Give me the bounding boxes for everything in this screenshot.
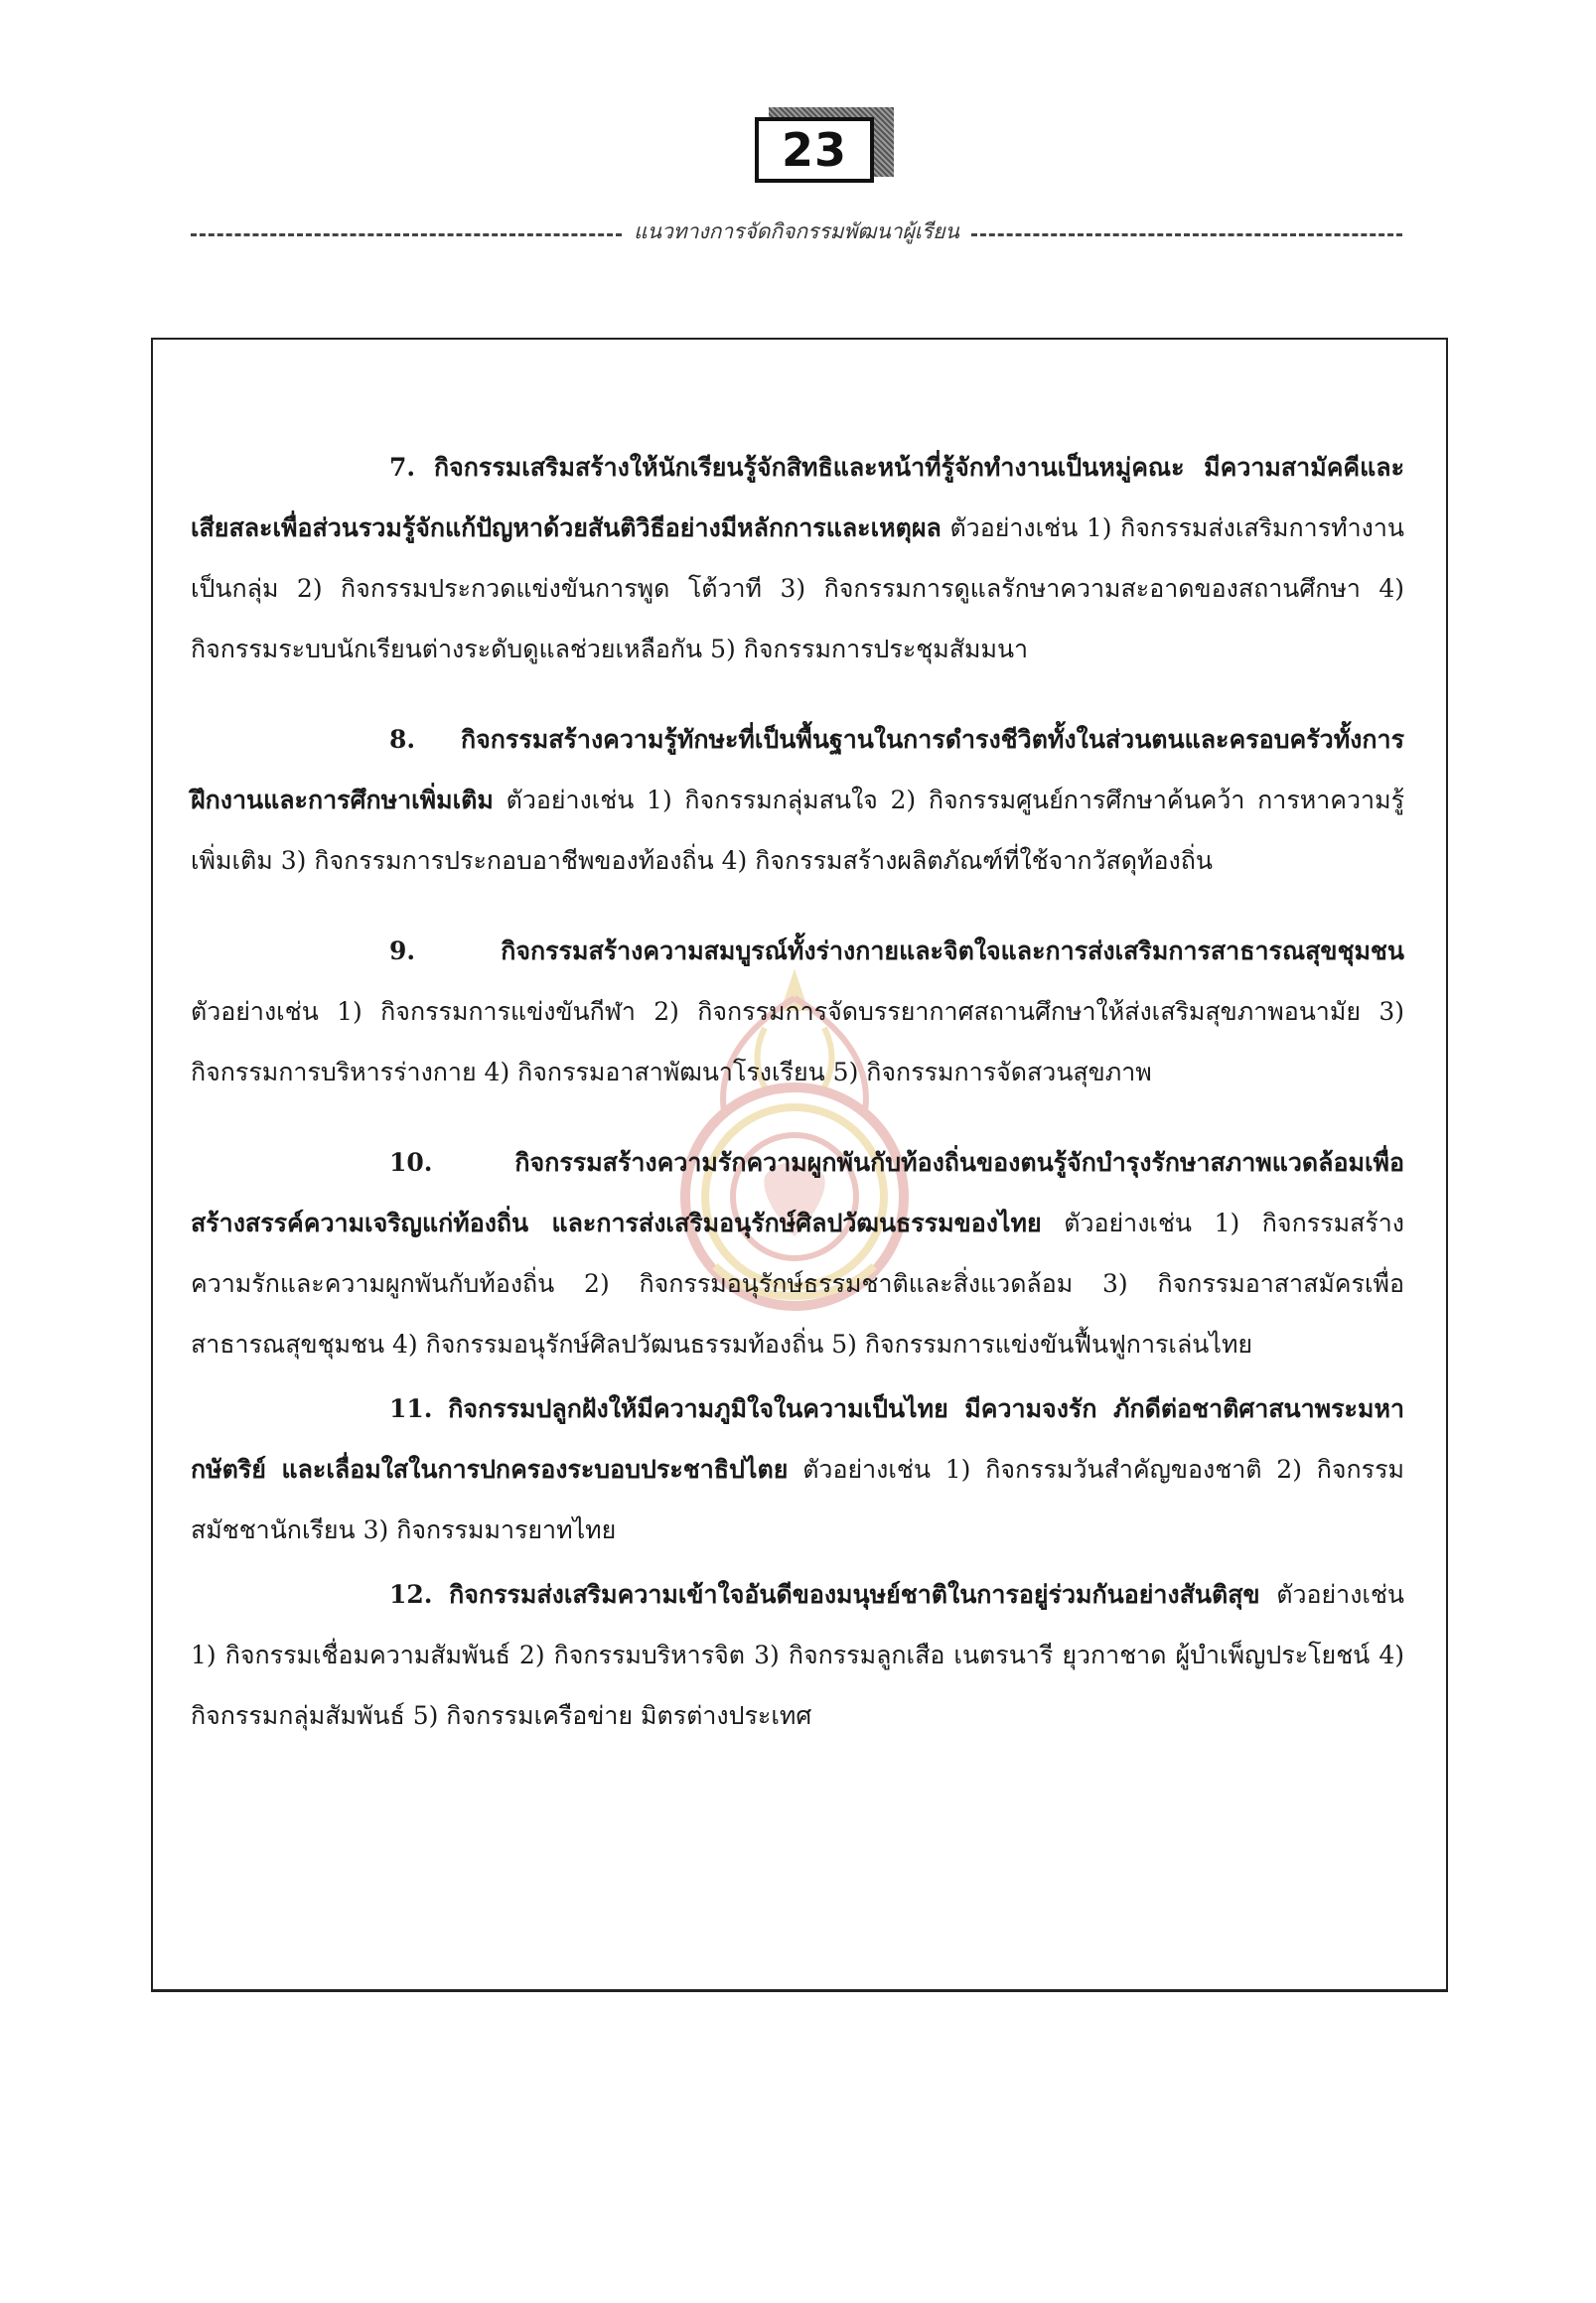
- activity-number: 10.: [389, 1148, 433, 1177]
- activity-number: 7.: [389, 453, 416, 482]
- activity-number: 8.: [389, 725, 416, 754]
- activity-item: [191, 437, 1404, 679]
- page-number-box: [755, 117, 884, 193]
- activity-title: กิจกรรมสร้างความรู้ทักษะที่เป็นพื้นฐานในการดำรงชีวิตทั้งในส่วนตนและครอบครัวทั้งการฝึกงานและการศึกษาเพิ่มเติม: [191, 725, 1404, 814]
- running-header-text: แนวทางการจัดกิจกรรมพัฒนาผู้เรียน: [634, 218, 959, 243]
- activity-body: ตัวอย่างเช่น 1) กิจกรรมส่งเสริมการทำงานเป็นกลุ่ม 2) กิจกรรมประกวดแข่งขันการพูด โต้วาที 3) กิจกรรมการดูแลรักษาความสะอาดของสถานศึกษา 4) กิจกรรมระบบนักเรียนต่างระดับดูแลช่วยเหลือกัน 5) กิจกรรมการประชุมสัมมนา: [191, 513, 1404, 663]
- header-rule-left: [191, 233, 622, 236]
- activity-title: กิจกรรมปลูกฝังให้มีความภูมิใจในความเป็นไทย มีความจงรัก ภักดีต่อชาติศาสนาพระมหากษัตริย์ และเลื่อมใสในการปกครองระบอบประชาธิปไตย: [191, 1394, 1404, 1484]
- activity-item: [191, 1378, 1404, 1560]
- activity-title: กิจกรรมเสริมสร้างให้นักเรียนรู้จักสิทธิและหน้าที่รู้จักทำงานเป็นหมู่คณะ มีความสามัคคีและเสียสละเพื่อส่วนรวมรู้จักแก้ปัญหาด้วยสันติวิธีอย่างมีหลักการและเหตุผล: [191, 453, 1404, 542]
- activity-title: กิจกรรมสร้างความรักความผูกพันกับท้องถิ่นของตนรู้จักบำรุงรักษาสภาพแวดล้อมเพื่อสร้างสรรค์ความเจริญแก่ท้องถิ่น และการส่งเสริมอนุรักษ์ศิลปวัฒนธรรมของไทย: [191, 1148, 1404, 1237]
- activity-body: ตัวอย่างเช่น 1) กิจกรรมกลุ่มสนใจ 2) กิจกรรมศูนย์การศึกษาค้นคว้า การหาความรู้เพิ่มเติม 3) กิจกรรมการประกอบอาชีพของท้องถิ่น 4) กิจกรรมสร้างผลิตภัณฑ์ที่ใช้จากวัสดุท้องถิ่น: [191, 786, 1404, 875]
- activity-body: ตัวอย่างเช่น 1) กิจกรรมการแข่งขันกีฬา 2) กิจกรรมการจัดบรรยากาศสถานศึกษาให้ส่งเสริมสุขภาพอนามัย 3) กิจกรรมการบริหารร่างกาย 4) กิจกรรมอาสาพัฒนาโรงเรียน 5) กิจกรรมการจัดสวนสุขภาพ: [191, 997, 1404, 1086]
- activity-list: [191, 437, 1404, 1746]
- page-number: 23: [755, 117, 874, 183]
- activity-body: ตัวอย่างเช่น 1) กิจกรรมเชื่อมความสัมพันธ์ 2) กิจกรรมบริหารจิต 3) กิจกรรมลูกเสือ เนตรนารี ยุวกาชาด ผู้บำเพ็ญประโยชน์ 4) กิจกรรมกลุ่มสัมพันธ์ 5) กิจกรรมเครือข่าย มิตรต่างประเทศ: [191, 1580, 1405, 1730]
- activity-body: ตัวอย่างเช่น 1) กิจกรรมสร้างความรักและความผูกพันกับท้องถิ่น 2) กิจกรรมอนุรักษ์ธรรมชาติและสิ่งแวดล้อม 3) กิจกรรมอาสาสมัครเพื่อสาธารณสุขชุมชน 4) กิจกรรมอนุรักษ์ศิลปวัฒนธรรมท้องถิ่น 5) กิจกรรมการแข่งขันฟื้นฟูการเล่นไทย: [191, 1209, 1404, 1359]
- running-header: [191, 216, 1402, 246]
- activity-number: 12.: [389, 1580, 433, 1609]
- header-rule-right: [971, 233, 1402, 236]
- activity-number: 9.: [389, 936, 416, 965]
- activity-item: [191, 921, 1404, 1102]
- activity-item: [191, 1564, 1404, 1746]
- activity-body: ตัวอย่างเช่น 1) กิจกรรมวันสำคัญของชาติ 2) กิจกรรมสมัชชานักเรียน 3) กิจกรรมมารยาทไทย: [191, 1455, 1404, 1544]
- activity-item: [191, 1132, 1404, 1374]
- activity-number: 11.: [389, 1394, 433, 1423]
- activity-title: กิจกรรมส่งเสริมความเข้าใจอันดีของมนุษย์ชาติในการอยู่ร่วมกันอย่างสันติสุข: [449, 1580, 1260, 1609]
- activity-title: กิจกรรมสร้างความสมบูรณ์ทั้งร่างกายและจิตใจและการส่งเสริมการสาธารณสุขชุมชน: [501, 936, 1404, 965]
- activity-item: [191, 709, 1404, 891]
